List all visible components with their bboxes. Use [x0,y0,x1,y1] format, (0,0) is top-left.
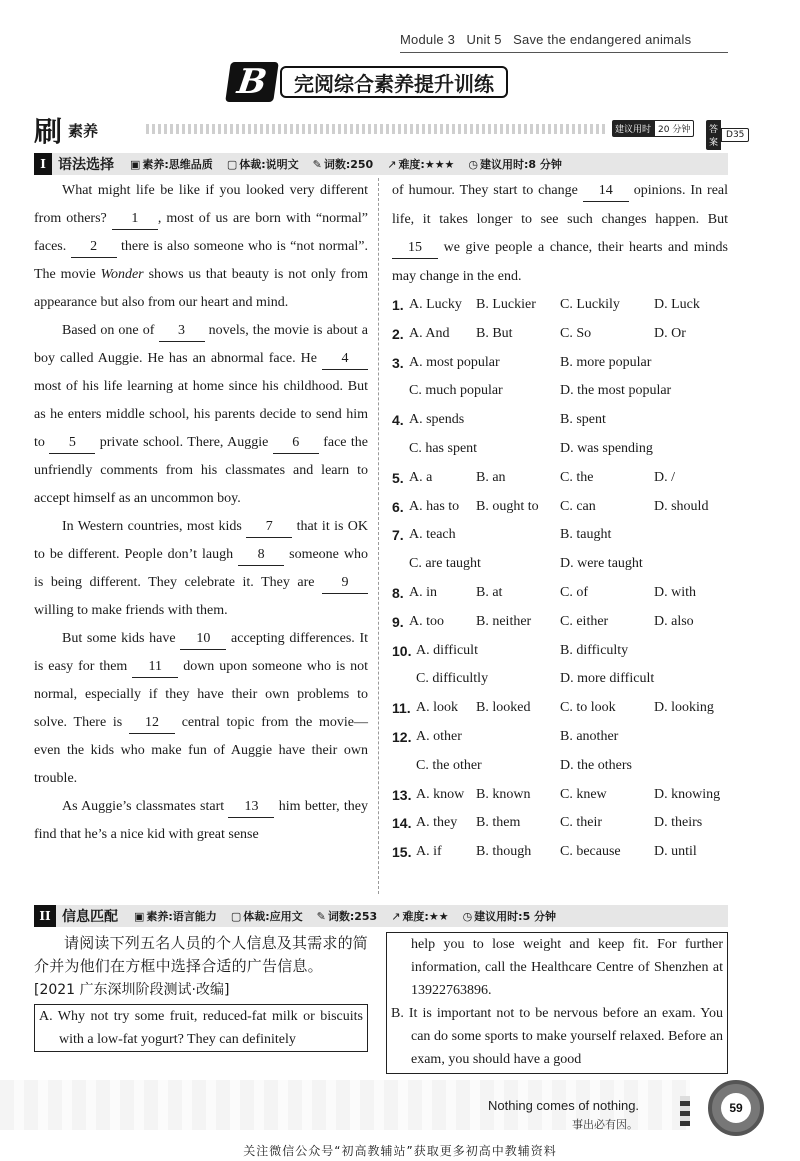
footer-motto-cn: 事出必有因。 [572,1118,638,1131]
option-d[interactable]: D. until [654,844,697,860]
passage-paragraph-4: But some kids have 10 accepting differences. It is easy for them 11 down upon someone who is not normal, especially if they have their own problems to solve. There is 12 central topic from the movie—even the kids who make fun of Auggie have their own trouble. [34,631,369,786]
option-c[interactable]: C. Luckily [560,297,620,312]
genre-icon: ▢ [226,157,238,171]
topic-label: Save the endangered animals [513,32,692,47]
option-b[interactable]: B. at [476,584,503,600]
ad-right-box [386,932,728,1074]
option-c[interactable]: C. their [560,815,602,831]
option-b[interactable]: B. neither [476,613,532,629]
banner-title: 完阅综合素养提升训练 [280,66,508,98]
option-a[interactable]: A. if [416,844,442,860]
blank-9[interactable]: 9 [322,573,368,594]
option-a[interactable]: A. spends [409,412,465,428]
option-a[interactable]: A. know [416,786,465,802]
option-d[interactable]: D. / [654,469,675,485]
blank-8[interactable]: 8 [238,545,284,566]
option-row [392,838,728,867]
section2-bar [34,905,728,927]
genre-icon: ▢ [230,909,242,923]
question-number: 5. [392,469,404,486]
option-row [392,781,728,810]
literacy-icon: ▣ [134,909,145,923]
question-number: 11. [392,700,411,717]
option-b[interactable]: B. though [476,844,532,860]
option-b[interactable]: B. taught [560,527,612,543]
page-number: 59 [721,1093,751,1123]
section2-title: 信息匹配 [62,909,118,925]
passage-paragraph-5: As Auggie’s classmates start 13 him better, they find that he’s a nice kid with great sense [34,799,369,842]
blank-13[interactable]: 13 [228,797,274,818]
ad-b-text: B. It is important not to be nervous before an exam. You can do some sports to make yourself relaxed. Before an exam, you should have a good [391,1006,723,1067]
option-d[interactable]: D. were taught [560,556,643,572]
option-row [392,809,728,838]
question-number: 4. [392,412,404,429]
option-a[interactable]: A. look [416,700,458,716]
section1-bar [34,153,728,175]
bottom-promo-note: 关注微信公众号“初高教辅站”获取更多初高中教辅资料 [243,1144,557,1158]
module-label: Module 3 [400,32,456,47]
passage-continuation: of humour. They start to change 14 opinions. In real life, it takes longer to see such changes happen. But 15 we give people a chance, their hearts and minds may change in the end. [392,183,729,284]
option-c[interactable]: C. the [560,469,594,485]
option-c[interactable]: C. difficultly [416,671,489,687]
option-b[interactable]: B. more popular [560,354,652,370]
option-row [392,608,728,637]
column-divider [378,178,379,894]
ad-a-continuation: help you to lose weight and keep fit. For further information, call the Healthcare Centre of Shenzhen at 13922763896. [411,937,723,998]
option-row [392,320,728,349]
option-c[interactable]: C. either [560,613,609,629]
ship-wheel-icon [708,1080,764,1136]
option-row [392,291,728,320]
option-c[interactable]: C. the other [416,757,482,773]
option-d[interactable]: D. looking [654,700,714,716]
clock-icon: ◷ [468,157,479,171]
literacy-icon: ▣ [130,157,141,171]
question-number: 6. [392,498,404,515]
passage-paragraph-1: What might life be like if you looked very different from others? 1 , most of us are born with “normal” faces. 2 there is also someone who is “not normal”. The movie Wonder shows us that beauty is not only from appearance but also from our heart and mind. [34,183,369,310]
passage-left-column [34,177,368,849]
question-number: 7. [392,527,404,544]
dotted-rule [146,124,606,134]
section2-difficulty: ↗ 难度:★★ [391,909,449,923]
ad-a-box [34,1004,368,1052]
section1-genre: ▢ 体裁:说明文 [226,157,299,171]
ad-a-text: A. Why not try some fruit, reduced-fat milk or biscuits with a low-fat yogurt? They can definitely [39,1009,363,1047]
blank-3[interactable]: 3 [159,321,205,342]
option-d[interactable]: D. theirs [654,815,703,831]
clock-icon: ◷ [462,909,473,923]
header-rule [400,52,728,53]
option-d[interactable]: D. Luck [654,297,700,312]
option-a[interactable]: A. And [409,325,450,341]
option-b[interactable]: B. another [560,728,619,744]
section1-time: ◷ 建议用时:8 分钟 [468,157,562,171]
option-b[interactable]: B. looked [476,700,531,716]
shua-small-label: 素养 [68,122,99,140]
question-number: 15. [392,844,412,861]
option-a[interactable]: A. teach [409,527,456,543]
blank-4[interactable]: 4 [322,349,368,370]
option-d[interactable]: D. should [654,498,709,514]
difficulty-icon: ↗ [391,909,401,923]
options-list [392,291,728,867]
blank-2[interactable]: 2 [71,237,117,258]
option-b[interactable]: B. ought to [476,498,539,514]
question-number: 13. [392,786,412,803]
option-row [392,377,728,406]
option-c[interactable]: C. to look [560,700,616,716]
blank-6[interactable]: 6 [273,433,319,454]
option-row [392,521,728,550]
option-c[interactable]: C. of [560,584,588,600]
option-row [392,550,728,579]
option-d[interactable]: D. Or [654,325,686,341]
time-badge-label: 建议用时 [612,120,654,137]
option-c[interactable]: C. because [560,844,621,860]
option-c[interactable]: C. much popular [409,383,503,399]
shua-row [34,112,745,148]
option-b[interactable]: B. known [476,786,531,802]
option-b[interactable]: B. But [476,325,513,341]
option-b[interactable]: B. an [476,469,506,485]
option-d[interactable]: D. more difficult [560,671,655,687]
running-header [400,32,691,47]
option-a[interactable]: A. they [416,815,458,831]
option-b[interactable]: B. them [476,815,521,831]
unit-label: Unit 5 [466,32,502,47]
option-row [392,694,728,723]
blank-11[interactable]: 11 [132,657,178,678]
blank-14[interactable]: 14 [583,181,629,202]
option-c[interactable]: C. can [560,498,596,514]
option-d[interactable]: D. also [654,613,694,629]
banner [228,62,508,102]
blank-10[interactable]: 10 [180,629,226,650]
option-row [392,435,728,464]
option-row [392,637,728,666]
option-c[interactable]: C. are taught [409,556,481,572]
option-a[interactable]: A. in [409,584,437,600]
option-d[interactable]: D. with [654,584,696,600]
option-d[interactable]: D. the others [560,757,632,773]
option-row [392,406,728,435]
passage-paragraph-2: Based on one of 3 novels, the movie is about a boy called Auggie. He has an abnormal face. He 4 most of his life learning at home since his childhood. But as he enters middle school, his parents decide to send him to 5 private school. There, Auggie 6 face the unfriendly comments from his classmates and learn to accept himself as an uncommon boy. [34,323,369,506]
option-a[interactable]: A. difficult [416,642,478,658]
option-b[interactable]: B. spent [560,412,606,428]
question-number: 9. [392,613,404,630]
section2-instructions [34,932,368,1002]
blank-5[interactable]: 5 [49,433,95,454]
footer-motto: Nothing comes of nothing. [488,1098,640,1113]
option-d[interactable]: D. was spending [560,440,653,456]
option-row [392,493,728,522]
section2-genre: ▢ 体裁:应用文 [230,909,303,923]
section2-time: ◷ 建议用时:5 分钟 [462,909,557,923]
option-row [392,723,728,752]
section1-literacy: ▣ 素养:思维品质 [130,157,213,171]
difficulty-icon: ↗ [387,157,397,171]
option-a[interactable]: A. other [416,728,462,744]
option-c[interactable]: C. has spent [409,440,478,456]
question-number: 3. [392,354,404,371]
option-row [392,349,728,378]
answer-badge-label: 答案 [706,120,721,150]
section2-source: [2021 广东深圳阶段测试·改编] [34,982,230,998]
section1-difficulty: ↗ 难度:★★★ [387,157,455,171]
question-number: 1. [392,297,404,313]
option-c[interactable]: C. So [560,325,592,341]
banner-b-badge: B [225,62,279,102]
question-number: 2. [392,325,404,342]
blank-12[interactable]: 12 [129,713,175,734]
movie-title: Wonder [100,267,144,282]
question-number: 12. [392,728,412,745]
section2-literacy: ▣ 素养:语言能力 [134,909,217,923]
option-a[interactable]: A. has to [409,498,460,514]
option-d[interactable]: D. knowing [654,786,721,802]
section1-wordcount: ✎ 词数:250 [312,157,374,171]
option-a[interactable]: A. most popular [409,354,500,370]
blank-7[interactable]: 7 [246,517,292,538]
blank-15[interactable]: 15 [392,238,438,259]
option-b[interactable]: B. Luckier [476,297,536,312]
time-badge-value: 20 分钟 [654,120,694,137]
blank-1[interactable]: 1 [112,209,158,230]
question-number: 8. [392,584,404,601]
wordcount-icon: ✎ [316,909,326,923]
section2-wordcount: ✎ 词数:253 [316,909,378,923]
option-b[interactable]: B. difficulty [560,642,629,658]
answer-badge-page: D35 [721,128,749,142]
option-row [392,579,728,608]
option-row [392,752,728,781]
option-row [392,665,728,694]
passage-right-column [392,177,728,867]
section2-intro: 请阅读下列五名人员的个人信息及其需求的简介并为他们在方框中选择合适的广告信息。 [34,934,369,975]
option-a[interactable]: A. Lucky [409,297,462,312]
section1-number: I [34,153,52,175]
shua-big-char: 刷 [34,115,63,148]
option-row [392,464,728,493]
answer-badge [706,120,749,150]
question-number: 14. [392,815,412,832]
option-d[interactable]: D. the most popular [560,383,672,399]
option-a[interactable]: A. too [409,613,444,629]
lighthouse-icon [680,1096,690,1126]
section2-number: II [34,905,56,927]
section1-title: 语法选择 [58,157,114,173]
option-c[interactable]: C. knew [560,786,607,802]
wordcount-icon: ✎ [312,157,322,171]
passage-paragraph-3: In Western countries, most kids 7 that it is OK to be different. People don’t laugh 8 someone who is being different. They celebrate it. They are 9 willing to make friends with them. [34,519,369,618]
question-number: 10. [392,642,412,659]
option-a[interactable]: A. a [409,469,433,485]
suggested-time-badge [612,120,694,137]
